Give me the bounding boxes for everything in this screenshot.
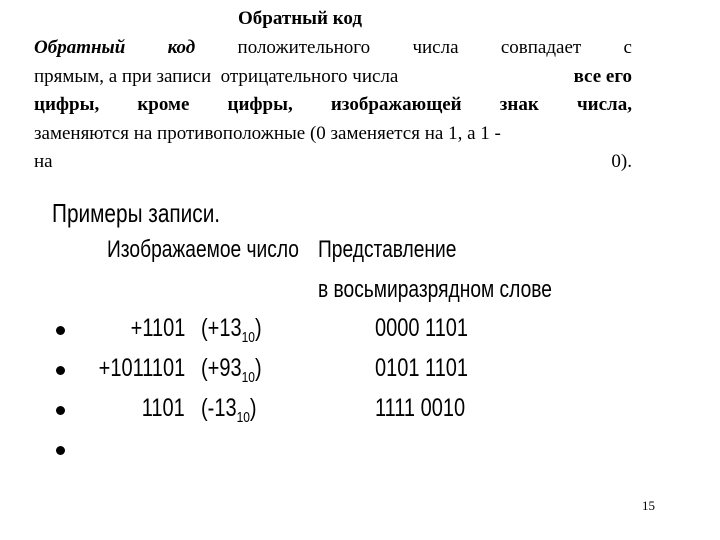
page-number: 15 (642, 498, 655, 513)
word: знак (499, 94, 539, 115)
word: числа (412, 37, 459, 58)
word: кроме (137, 94, 190, 115)
bold-phrase: все его (573, 65, 632, 87)
column-header-number: Изображаемое число (107, 236, 299, 263)
representation-3: 1111 0010 (375, 394, 466, 422)
term-word-1: Обратный (34, 37, 126, 58)
word: совпадает (500, 37, 582, 58)
bullet-2 (56, 366, 65, 375)
column-header-representation-line2: в восьмиразрядном слове (318, 276, 552, 303)
word: изображающей (330, 94, 462, 115)
representation-1: 0000 1101 (375, 314, 469, 342)
binary-number-3: 1101 (141, 394, 185, 422)
examples-heading: Примеры записи. (52, 198, 221, 228)
decimal-value-1: $(+13_{10})$ (201, 314, 262, 346)
line-text: прямым, а при записи отрицательного числа (34, 65, 404, 87)
line-text: 0). (611, 151, 632, 172)
slide-title: Обратный код (238, 8, 362, 29)
column-header-representation: Представление (318, 236, 457, 263)
word: положительного (237, 37, 371, 58)
bullet-1 (56, 326, 65, 335)
decimal-value-3: $(-13_{10})$ (201, 394, 257, 426)
binary-number-1: +1101 (130, 314, 185, 342)
decimal-value-2: $(+93_{10})$ (201, 354, 262, 386)
bullet-4 (56, 446, 65, 455)
word: числа, (576, 94, 632, 115)
word: цифры, (34, 94, 100, 115)
word: с (623, 37, 632, 58)
bullet-3 (56, 406, 65, 415)
word: цифры, (227, 94, 293, 115)
binary-number-2: +1011101 (98, 354, 185, 382)
line-text: заменяются на противоположные (0 заменяется на 1, а 1 - (34, 122, 501, 144)
representation-2: 0101 1101 (375, 354, 469, 382)
term-word-2: код (167, 37, 196, 58)
line-text: на (34, 151, 53, 172)
